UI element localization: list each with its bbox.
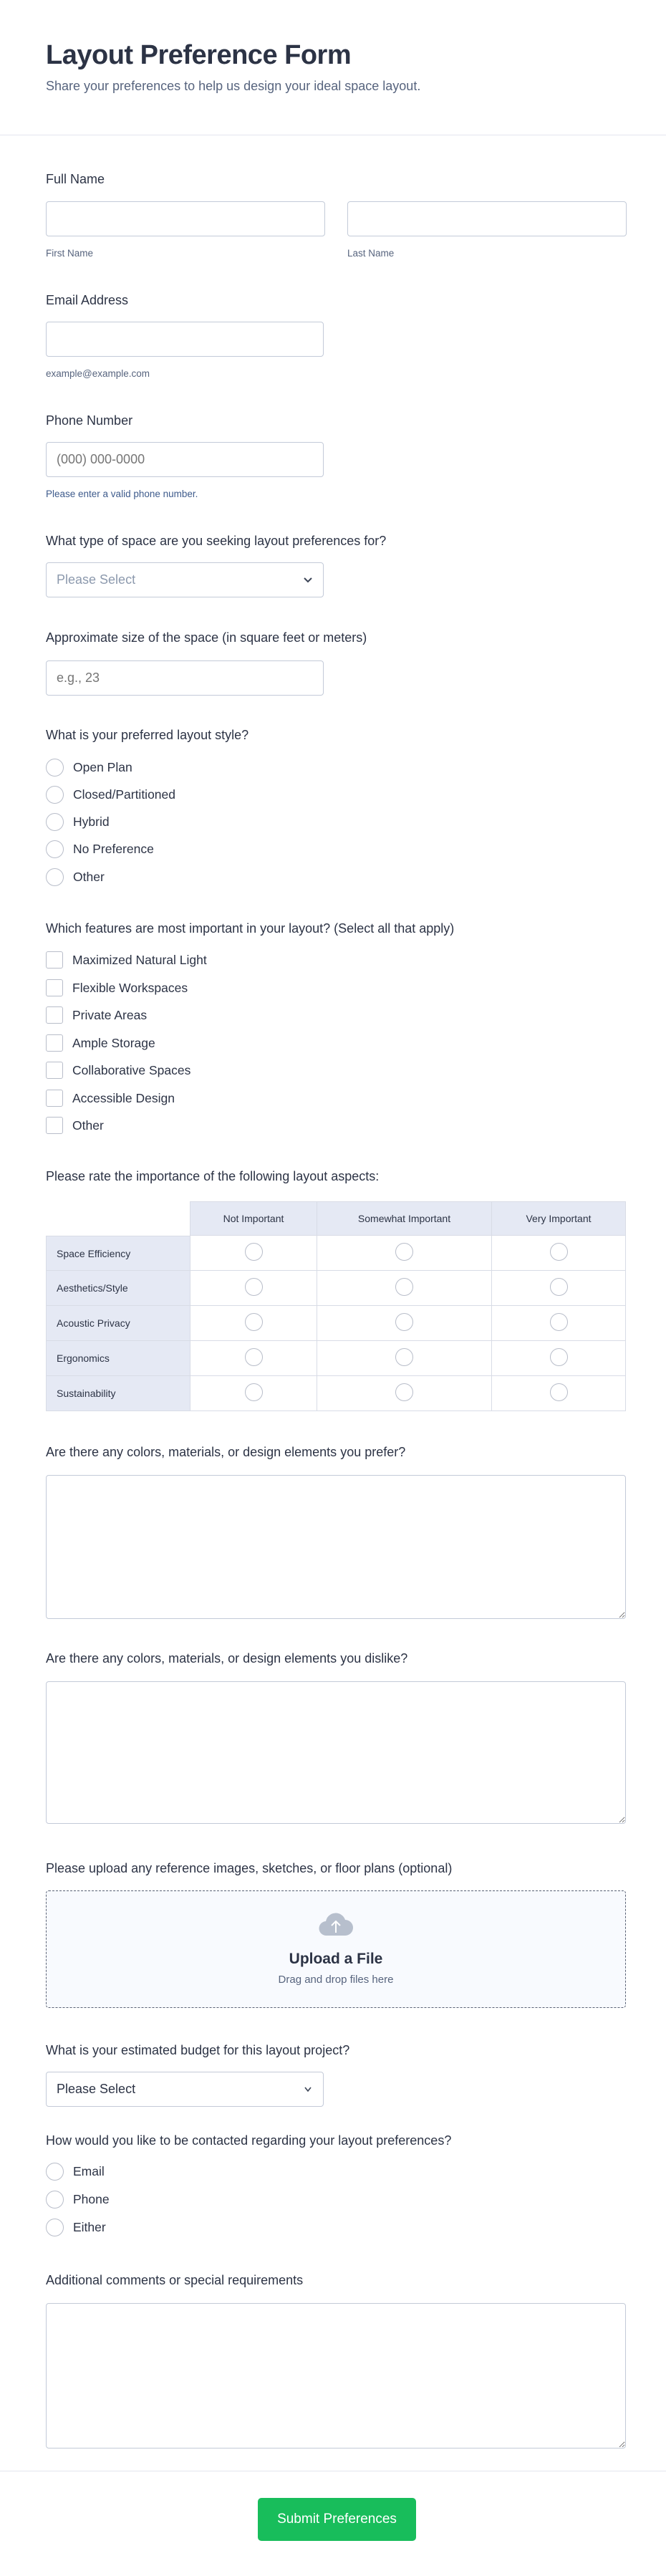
rating-matrix (46, 1201, 626, 1411)
budget-selected: Please Select (57, 2082, 136, 2096)
feature-option[interactable] (46, 1116, 104, 1135)
option-label: Closed/Partitioned (73, 787, 175, 802)
option-label: Either (73, 2219, 106, 2234)
matrix-row (46, 1271, 626, 1306)
radio-button[interactable] (395, 1243, 413, 1261)
radio-button[interactable] (46, 813, 64, 831)
option-label: Accessible Design (72, 1090, 175, 1105)
contact-option[interactable] (46, 2218, 106, 2236)
radio-button[interactable] (395, 1313, 413, 1331)
radio-button[interactable] (550, 1313, 568, 1331)
option-label: No Preference (73, 841, 154, 856)
size-label: Approximate size of the space (in square feet or meters) (46, 630, 367, 645)
feature-option[interactable] (46, 1034, 155, 1052)
radio-button[interactable] (550, 1243, 568, 1261)
feature-option[interactable] (46, 979, 188, 997)
option-label: Other (73, 869, 105, 884)
option-label: Maximized Natural Light (72, 952, 207, 967)
phone-label: Phone Number (46, 413, 133, 428)
radio-button[interactable] (46, 786, 64, 804)
first-name-sublabel: First Name (46, 248, 94, 259)
prefer-label: Are there any colors, materials, or design elements you prefer? (46, 1445, 406, 1459)
layout-style-option[interactable] (46, 812, 110, 831)
first-name-input[interactable] (46, 201, 325, 236)
dislike-textarea[interactable] (46, 1681, 626, 1824)
submit-button[interactable]: Submit Preferences (258, 2498, 416, 2541)
matrix-row-label: Space Efficiency (46, 1236, 190, 1271)
contact-option[interactable] (46, 2162, 105, 2181)
email-hint: example@example.com (46, 368, 150, 379)
upload-label: Please upload any reference images, sketches, or floor plans (optional) (46, 1861, 453, 1875)
matrix-row (46, 1341, 626, 1376)
radio-button[interactable] (245, 1313, 263, 1331)
radio-button[interactable] (245, 1348, 263, 1366)
matrix-row (46, 1376, 626, 1411)
matrix-row (46, 1236, 626, 1271)
prefer-textarea[interactable] (46, 1475, 626, 1619)
comments-label: Additional comments or special requirements (46, 2273, 304, 2287)
layout-style-option[interactable] (46, 840, 154, 858)
layout-style-option[interactable] (46, 758, 132, 777)
layout-style-option[interactable] (46, 785, 175, 804)
dislike-label: Are there any colors, materials, or design elements you dislike? (46, 1651, 408, 1666)
layout-style-option[interactable] (46, 868, 105, 886)
last-name-sublabel: Last Name (347, 248, 395, 259)
radio-button[interactable] (46, 759, 64, 777)
radio-button[interactable] (46, 2191, 64, 2209)
option-label: Email (73, 2163, 105, 2178)
space-type-label: What type of space are you seeking layout preferences for? (46, 534, 387, 548)
matrix-column-header: Very Important (492, 1201, 626, 1236)
option-label: Phone (73, 2191, 110, 2206)
cloud-upload-icon (318, 1911, 354, 1937)
option-label: Hybrid (73, 814, 110, 829)
budget-select[interactable] (46, 2072, 324, 2107)
space-type-select[interactable] (46, 562, 324, 597)
full-name-label: Full Name (46, 172, 105, 186)
checkbox[interactable] (46, 1006, 63, 1024)
layout-style-label: What is your preferred layout style? (46, 728, 249, 742)
checkbox[interactable] (46, 979, 63, 996)
features-label: Which features are most important in your layout? (Select all that apply) (46, 921, 455, 936)
upload-title: Upload a File (289, 1951, 383, 1967)
option-label: Collaborative Spaces (72, 1062, 191, 1077)
checkbox[interactable] (46, 1062, 63, 1079)
rating-label: Please rate the importance of the following layout aspects: (46, 1169, 380, 1183)
option-label: Other (72, 1118, 104, 1133)
checkbox[interactable] (46, 1090, 63, 1107)
radio-button[interactable] (550, 1348, 568, 1366)
radio-button[interactable] (395, 1383, 413, 1401)
radio-button[interactable] (395, 1278, 413, 1296)
contact-option[interactable] (46, 2190, 110, 2209)
matrix-row-label: Ergonomics (46, 1341, 190, 1376)
budget-label: What is your estimated budget for this layout project? (46, 2043, 350, 2057)
size-input[interactable] (46, 660, 324, 696)
radio-button[interactable] (245, 1383, 263, 1401)
feature-option[interactable] (46, 1089, 175, 1107)
radio-button[interactable] (46, 868, 64, 886)
matrix-row-label: Sustainability (46, 1376, 190, 1411)
matrix-corner (46, 1201, 190, 1236)
matrix-row (46, 1306, 626, 1341)
radio-button[interactable] (46, 2219, 64, 2236)
radio-button[interactable] (550, 1383, 568, 1401)
option-label: Open Plan (73, 759, 132, 774)
email-input[interactable] (46, 322, 324, 357)
matrix-row-label: Acoustic Privacy (46, 1306, 190, 1341)
chevron-down-icon (301, 2082, 314, 2095)
checkbox[interactable] (46, 1034, 63, 1052)
radio-button[interactable] (550, 1278, 568, 1296)
page-title: Layout Preference Form (46, 40, 352, 70)
feature-option[interactable] (46, 951, 207, 969)
matrix-column-header: Somewhat Important (317, 1201, 492, 1236)
chevron-down-icon (301, 573, 314, 586)
radio-button[interactable] (46, 840, 64, 858)
upload-subtitle: Drag and drop files here (278, 1974, 394, 1986)
radio-button[interactable] (46, 2163, 64, 2181)
radio-button[interactable] (245, 1243, 263, 1261)
feature-option[interactable] (46, 1061, 190, 1080)
contact-label: How would you like to be contacted regarding your layout preferences? (46, 2133, 452, 2148)
space-type-selected: Please Select (57, 572, 136, 587)
phone-input[interactable] (46, 442, 324, 477)
checkbox[interactable] (46, 951, 63, 969)
file-upload-dropzone[interactable] (46, 1890, 626, 2008)
radio-button[interactable] (395, 1348, 413, 1366)
page-subtitle: Share your preferences to help us design your ideal space layout. (46, 79, 421, 93)
matrix-column-header: Not Important (190, 1201, 317, 1236)
comments-textarea[interactable] (46, 2303, 626, 2448)
last-name-input[interactable] (347, 201, 627, 236)
option-label: Flexible Workspaces (72, 980, 188, 995)
radio-button[interactable] (245, 1278, 263, 1296)
phone-hint: Please enter a valid phone number. (46, 489, 198, 499)
checkbox[interactable] (46, 1117, 63, 1134)
option-label: Ample Storage (72, 1035, 155, 1050)
option-label: Private Areas (72, 1007, 148, 1022)
feature-option[interactable] (46, 1006, 147, 1024)
email-label: Email Address (46, 293, 129, 307)
matrix-row-label: Aesthetics/Style (46, 1271, 190, 1306)
